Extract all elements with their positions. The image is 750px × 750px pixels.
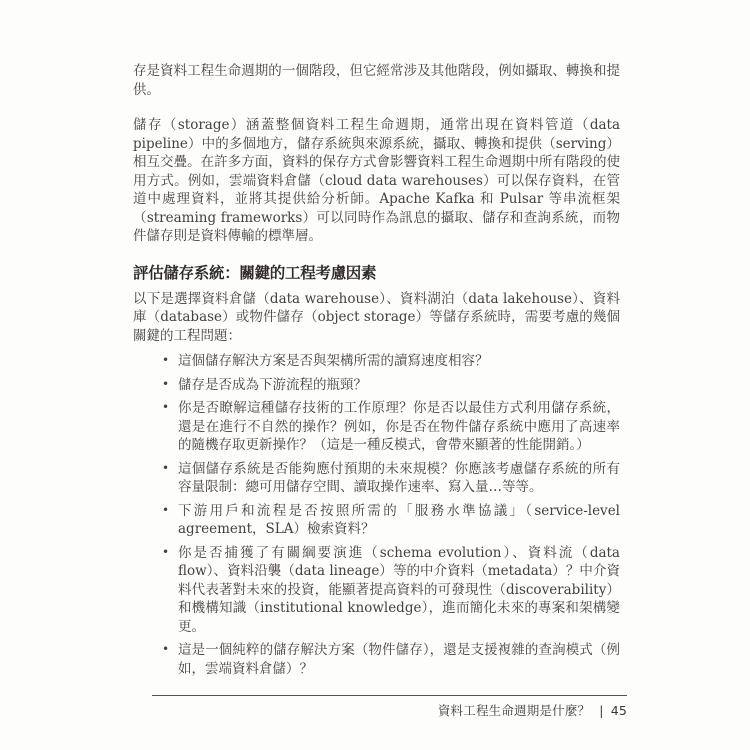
bullet-icon: •: [162, 376, 170, 391]
section-heading: 評估儲存系統：關鍵的工程考慮因素: [133, 263, 377, 282]
bullet-text: 你是否瞭解這種儲存技術的工作原理？你是否以最佳方式利用儲存系統，還是在進行不自然的操作？例如，你是否在物件儲存系統中應用了高速率的隨機存取更新操作？（這是一種反模式，會帶來顯著的性能開銷。）: [178, 400, 620, 453]
bullet-text: 這是一個純粹的儲存解決方案（物件儲存），還是支援複雜的查詢模式（例如，雲端資料倉儲）？: [178, 642, 620, 677]
bullet-text: 你是否捕獲了有關綱要演進（schema evolution）、資料流（data flow）、資料沿襲（data lineage）等的中介資料（metadata）？中介資料代表著對未來的投資，能顯著提高資料的可發現性（discoverability）和機構知識（institutional knowledge），進而簡化未來的專案和架構變更。: [178, 544, 620, 635]
bullet-icon: •: [162, 544, 170, 559]
bullet-list: [133, 352, 620, 678]
page-footer: [152, 701, 627, 719]
bullet-icon: •: [162, 460, 170, 475]
bullet-text: 儲存是否成為下游流程的瓶頸？: [178, 376, 367, 393]
bullet-icon: •: [162, 502, 170, 517]
bullet-text: 這個儲存解決方案是否與架構所需的讀寫速度相容？: [178, 353, 489, 369]
page-content: [133, 62, 620, 683]
bullet-item: [133, 460, 620, 497]
bullet-item: [133, 544, 620, 637]
bullet-text: 這個儲存系統是否能夠應付預期的未來規模？你應該考慮儲存系統的所有容量限制：總可用儲存空間、讀取操作速率、寫入量…等等。: [178, 460, 620, 495]
bullet-icon: •: [162, 353, 170, 367]
footer-separator: |: [599, 703, 604, 718]
page-number: 45: [610, 703, 627, 718]
footer-rule: [152, 695, 627, 696]
bullet-item: [133, 641, 620, 678]
footer-chapter-title: 資料工程生命週期是什麼？: [437, 703, 591, 718]
bullet-icon: •: [162, 400, 170, 414]
body-paragraph: 儲存（storage）涵蓋整個資料工程生命週期，通常出現在資料管道（data pipeline）中的多個地方，儲存系統與來源系統，攝取、轉換和提供（serving）相互交疊。在許多方面，資料的保存方式會影響資料工程生命週期中所有階段的使用方式。例如，雲端資料倉儲（cloud data warehouses）可以保存資料，在管道中處理資料，並將其提供給分析師。Apache Kafka 和 Pulsar 等串流框架（streaming frameworks）可以同時作為訊息的攝取、儲存和查詢系統，而物件儲存則是資料傳輸的標準層。: [133, 117, 620, 244]
bullet-text: 下游用戶和流程是否按照所需的「服務水準協議」（service-level agreement，SLA）檢索資料？: [178, 502, 620, 537]
bullet-item: [133, 399, 620, 455]
body-paragraph: 存是資料工程生命週期的一個階段，但它經常涉及其他階段，例如攝取、轉換和提供。: [133, 63, 620, 98]
bullet-item: [133, 502, 620, 539]
bullet-item: [133, 352, 620, 371]
bullet-item: [133, 376, 620, 395]
section-intro-paragraph: 以下是選擇資料倉儲（data warehouse）、資料湖泊（data lakehouse）、資料庫（database）或物件儲存（object storage）等儲存系統時，需要考慮的幾個關鍵的工程問題：: [133, 290, 620, 344]
bullet-icon: •: [162, 642, 170, 656]
